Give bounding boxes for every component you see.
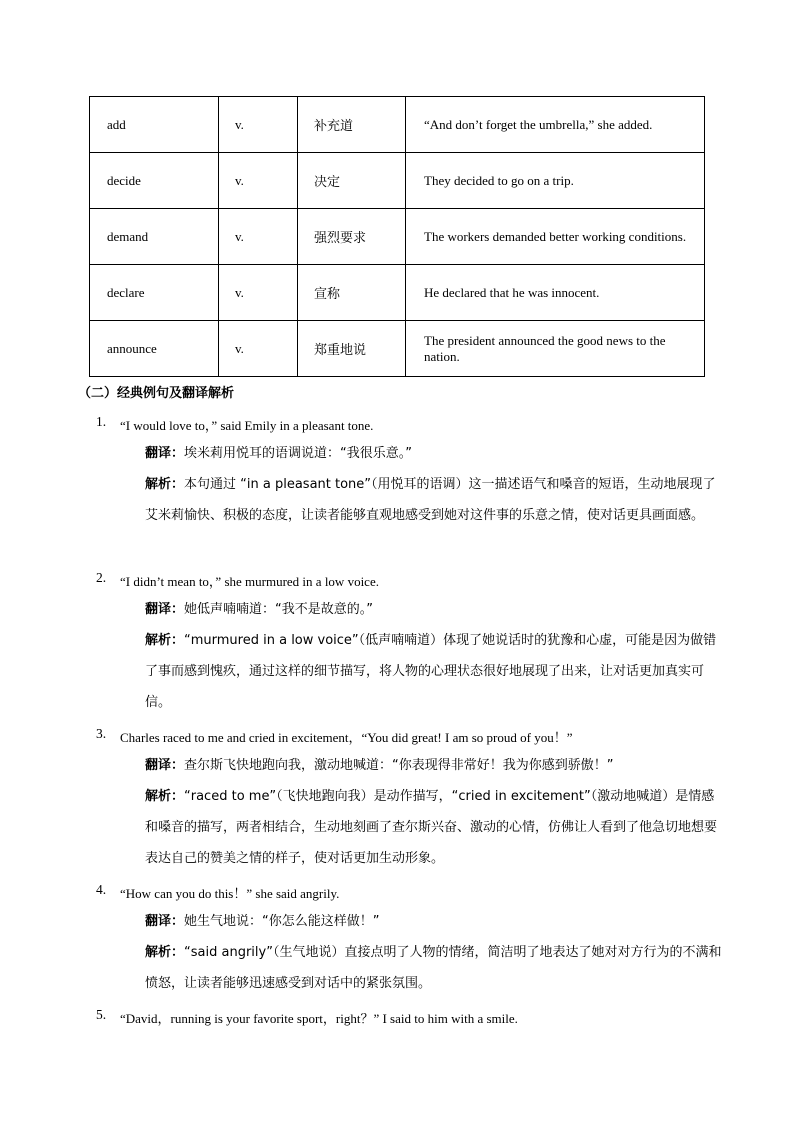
pos-cell: v.: [219, 321, 298, 377]
example-cell: The president announced the good news to the nation.: [406, 321, 705, 377]
item-number: 1.: [96, 414, 107, 429]
example-cell: The workers demanded better working conditions.: [406, 209, 705, 265]
meaning-cell: 补充道: [298, 97, 406, 153]
pos-cell: v.: [219, 265, 298, 321]
translation-text: 埃米莉用悦耳的语调说道：“我很乐意。”: [184, 446, 412, 461]
word-cell: announce: [90, 321, 219, 377]
translation: [145, 906, 725, 937]
example-sentence: “David，running is your favorite sport，right？” I said to him with a smile.: [120, 1011, 518, 1026]
translation-text: 查尔斯飞快地跑向我，激动地喊道：“你表现得非常好！我为你感到骄傲！”: [184, 758, 614, 773]
table-row: [90, 209, 705, 265]
pos-cell: v.: [219, 153, 298, 209]
analysis: [145, 781, 725, 874]
table-row: [90, 153, 705, 209]
pos-cell: v.: [219, 209, 298, 265]
example-sentence: “I would love to，” said Emily in a pleasant tone.: [120, 418, 374, 433]
analysis-label: 解析：: [145, 633, 185, 648]
meaning-cell: 强烈要求: [298, 209, 406, 265]
pos-cell: v.: [219, 97, 298, 153]
meaning-cell: 宣称: [298, 265, 406, 321]
table-row: [90, 321, 705, 377]
analysis: [145, 625, 725, 718]
meaning-cell: 决定: [298, 153, 406, 209]
item-number: 4.: [96, 882, 107, 897]
translation: [145, 438, 725, 469]
word-cell: decide: [90, 153, 219, 209]
item-number: 5.: [96, 1007, 107, 1022]
example-cell: He declared that he was innocent.: [406, 265, 705, 321]
translation-text: 她低声喃喃道：“我不是故意的。”: [184, 602, 373, 617]
analysis-text: “murmured in a low voice”（低声喃喃道）体现了她说话时的犹豫和心虚，可能是因为做错了事而感到愧疚，通过这样的细节描写，将人物的心理状态很好地展现了出来，让对话更加真实可信。: [145, 633, 717, 710]
translation-label: 翻译：: [145, 758, 185, 773]
translation: [145, 750, 725, 781]
translation-text: 她生气地说：“你怎么能这样做！”: [184, 914, 380, 929]
word-cell: add: [90, 97, 219, 153]
analysis: [145, 937, 725, 999]
translation-label: 翻译：: [145, 446, 185, 461]
analysis-label: 解析：: [145, 477, 185, 492]
analysis: [145, 469, 725, 531]
vocabulary-table: [89, 96, 705, 377]
item-number: 3.: [96, 726, 107, 741]
example-cell: “And don’t forget the umbrella,” she added.: [406, 97, 705, 153]
analysis-text: 本句通过 “in a pleasant tone”（用悦耳的语调）这一描述语气和嗓音的短语，生动地展现了艾米莉愉快、积极的态度，让读者能够直观地感受到她对这件事的乐意之情，使对话更具画面感。: [145, 477, 716, 523]
word-cell: declare: [90, 265, 219, 321]
analysis-text: “raced to me”（飞快地跑向我）是动作描写，“cried in excitement”（激动地喊道）是情感和嗓音的描写，两者相结合，生动地刻画了查尔斯兴奋、激动的心情，仿佛让人看到了他急切地想要表达自己的赞美之情的样子，使对话更加生动形象。: [145, 789, 718, 866]
example-sentence: “I didn’t mean to，” she murmured in a low voice.: [120, 574, 379, 589]
table-row: [90, 265, 705, 321]
translation-label: 翻译：: [145, 914, 185, 929]
translation-label: 翻译：: [145, 602, 185, 617]
meaning-cell: 郑重地说: [298, 321, 406, 377]
analysis-label: 解析：: [145, 789, 185, 804]
analysis-label: 解析：: [145, 945, 185, 960]
example-sentence: Charles raced to me and cried in excitement，“You did great! I am so proud of you！”: [120, 730, 573, 745]
translation: [145, 594, 725, 625]
example-sentence: “How can you do this！” she said angrily.: [120, 886, 340, 901]
analysis-text: “said angrily”（生气地说）直接点明了人物的情绪，简洁明了地表达了她对对方行为的不满和愤怒，让读者能够迅速感受到对话中的紧张氛围。: [145, 945, 722, 991]
item-number: 2.: [96, 570, 107, 585]
section-title: （二）经典例句及翻译解析: [78, 386, 235, 401]
word-cell: demand: [90, 209, 219, 265]
table-row: [90, 97, 705, 153]
example-cell: They decided to go on a trip.: [406, 153, 705, 209]
